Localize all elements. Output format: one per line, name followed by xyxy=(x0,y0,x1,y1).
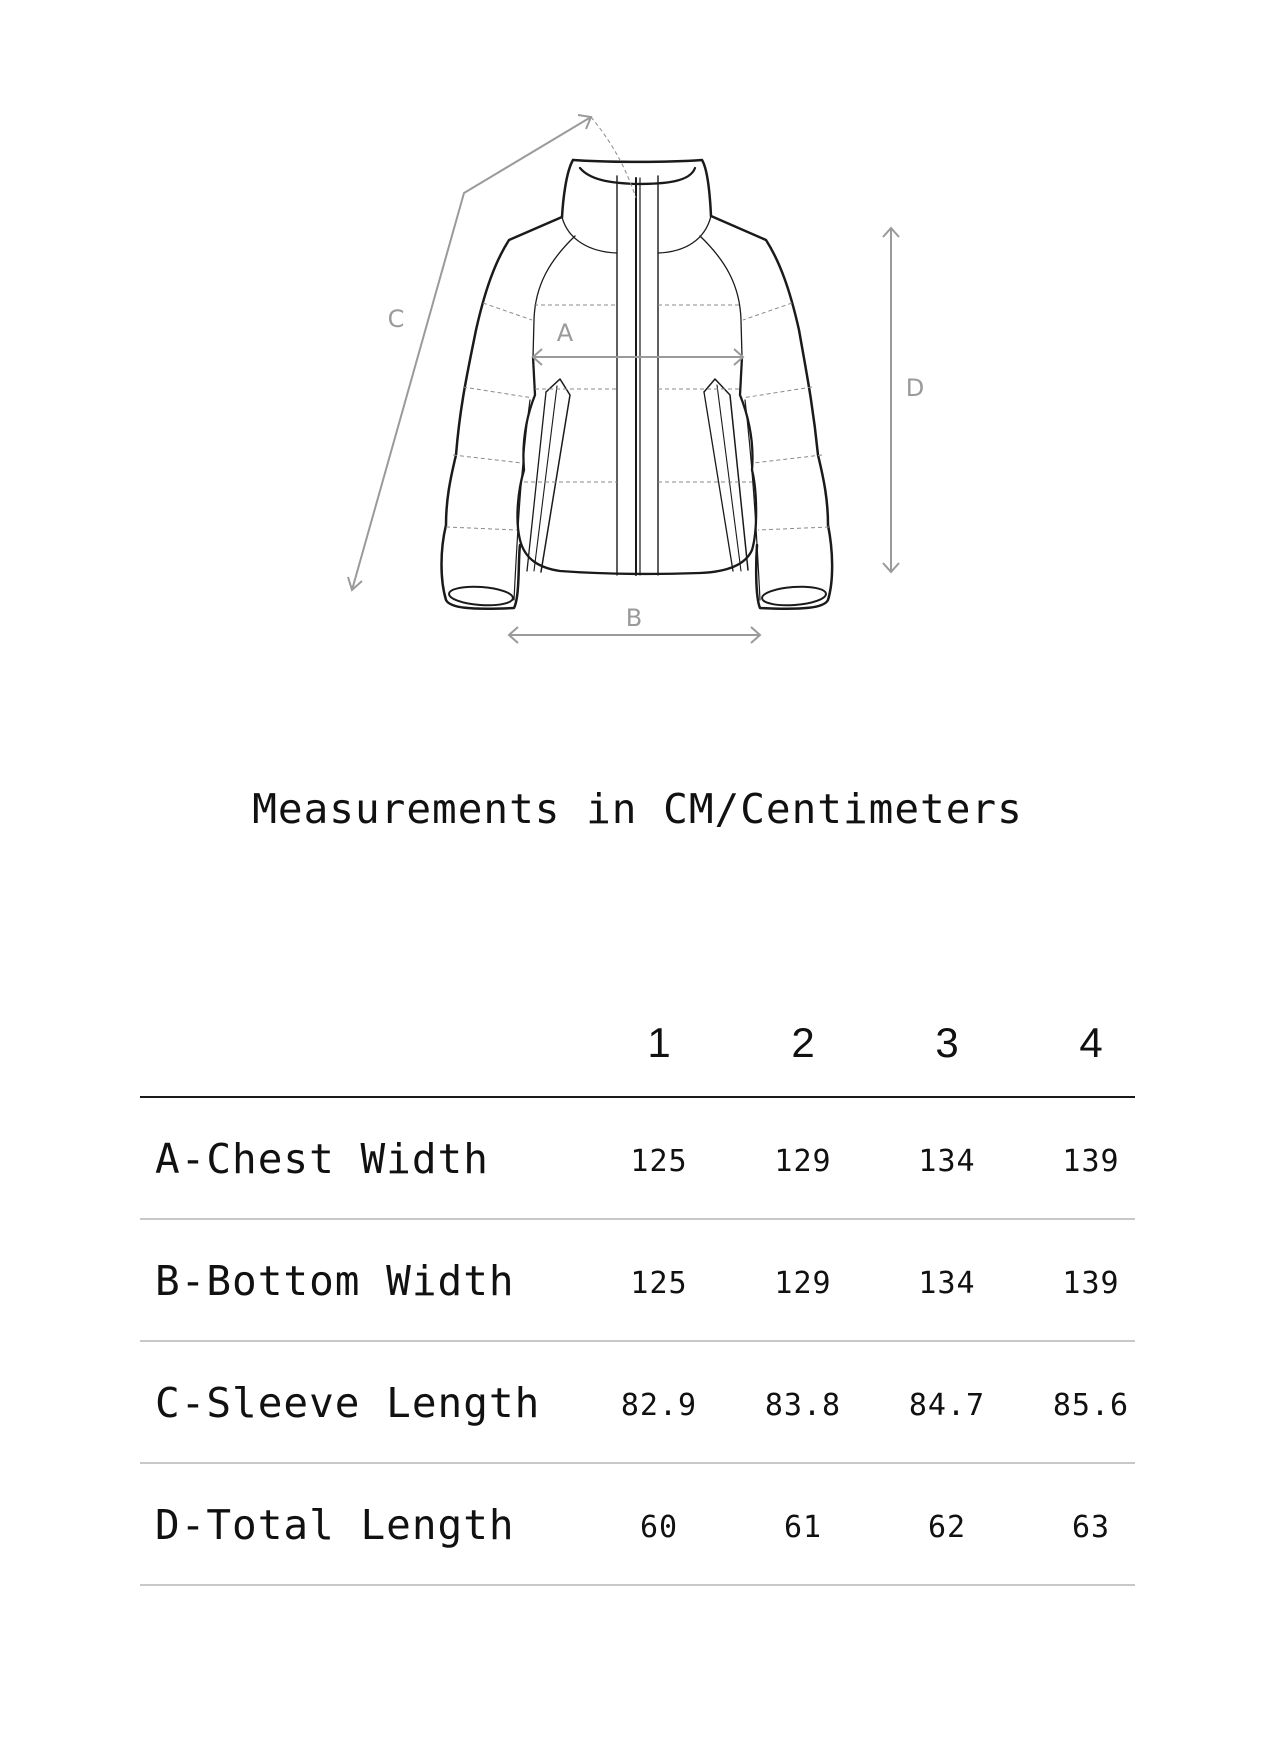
table-row-length xyxy=(140,1464,1135,1586)
jacket-sketch-svg xyxy=(0,0,1275,700)
table-row-sleeve xyxy=(140,1342,1135,1464)
table-cell: 63 xyxy=(1071,1510,1111,1545)
table-header xyxy=(140,1000,1135,1098)
size-col-1: 1 xyxy=(647,1019,671,1066)
page-title: Measurements in CM/Centimeters xyxy=(252,785,1023,833)
table-cell: 125 xyxy=(630,1266,688,1301)
table-cell: 60 xyxy=(639,1510,679,1545)
label-c: C xyxy=(387,305,405,333)
label-a: A xyxy=(556,319,574,347)
jacket-outline xyxy=(442,160,833,609)
size-table xyxy=(140,1000,1135,1586)
label-b: B xyxy=(625,604,643,632)
size-col-2: 2 xyxy=(791,1019,815,1066)
label-d: D xyxy=(905,374,925,402)
table-cell: 83.8 xyxy=(764,1388,842,1423)
measurement-arrows xyxy=(348,115,899,643)
row-label: C-Sleeve Length xyxy=(155,1379,541,1427)
table-cell: 125 xyxy=(630,1144,688,1179)
row-label: B-Bottom Width xyxy=(155,1257,515,1305)
table-cell: 134 xyxy=(918,1144,976,1179)
row-label: D-Total Length xyxy=(155,1501,515,1549)
table-cell: 61 xyxy=(783,1510,823,1545)
size-col-3: 3 xyxy=(935,1019,959,1066)
table-cell: 62 xyxy=(927,1510,967,1545)
jacket-diagram xyxy=(0,0,1275,700)
table-cell: 85.6 xyxy=(1052,1388,1130,1423)
table-row-chest xyxy=(140,1098,1135,1220)
size-col-4: 4 xyxy=(1079,1019,1103,1066)
row-label: A-Chest Width xyxy=(155,1135,489,1183)
table-cell: 129 xyxy=(774,1144,832,1179)
table-cell: 82.9 xyxy=(620,1388,698,1423)
table-cell: 84.7 xyxy=(908,1388,986,1423)
table-cell: 139 xyxy=(1062,1266,1120,1301)
quilting-lines xyxy=(446,117,829,530)
table-cell: 134 xyxy=(918,1266,976,1301)
table-cell: 139 xyxy=(1062,1144,1120,1179)
table-row-bottom xyxy=(140,1220,1135,1342)
table-cell: 129 xyxy=(774,1266,832,1301)
